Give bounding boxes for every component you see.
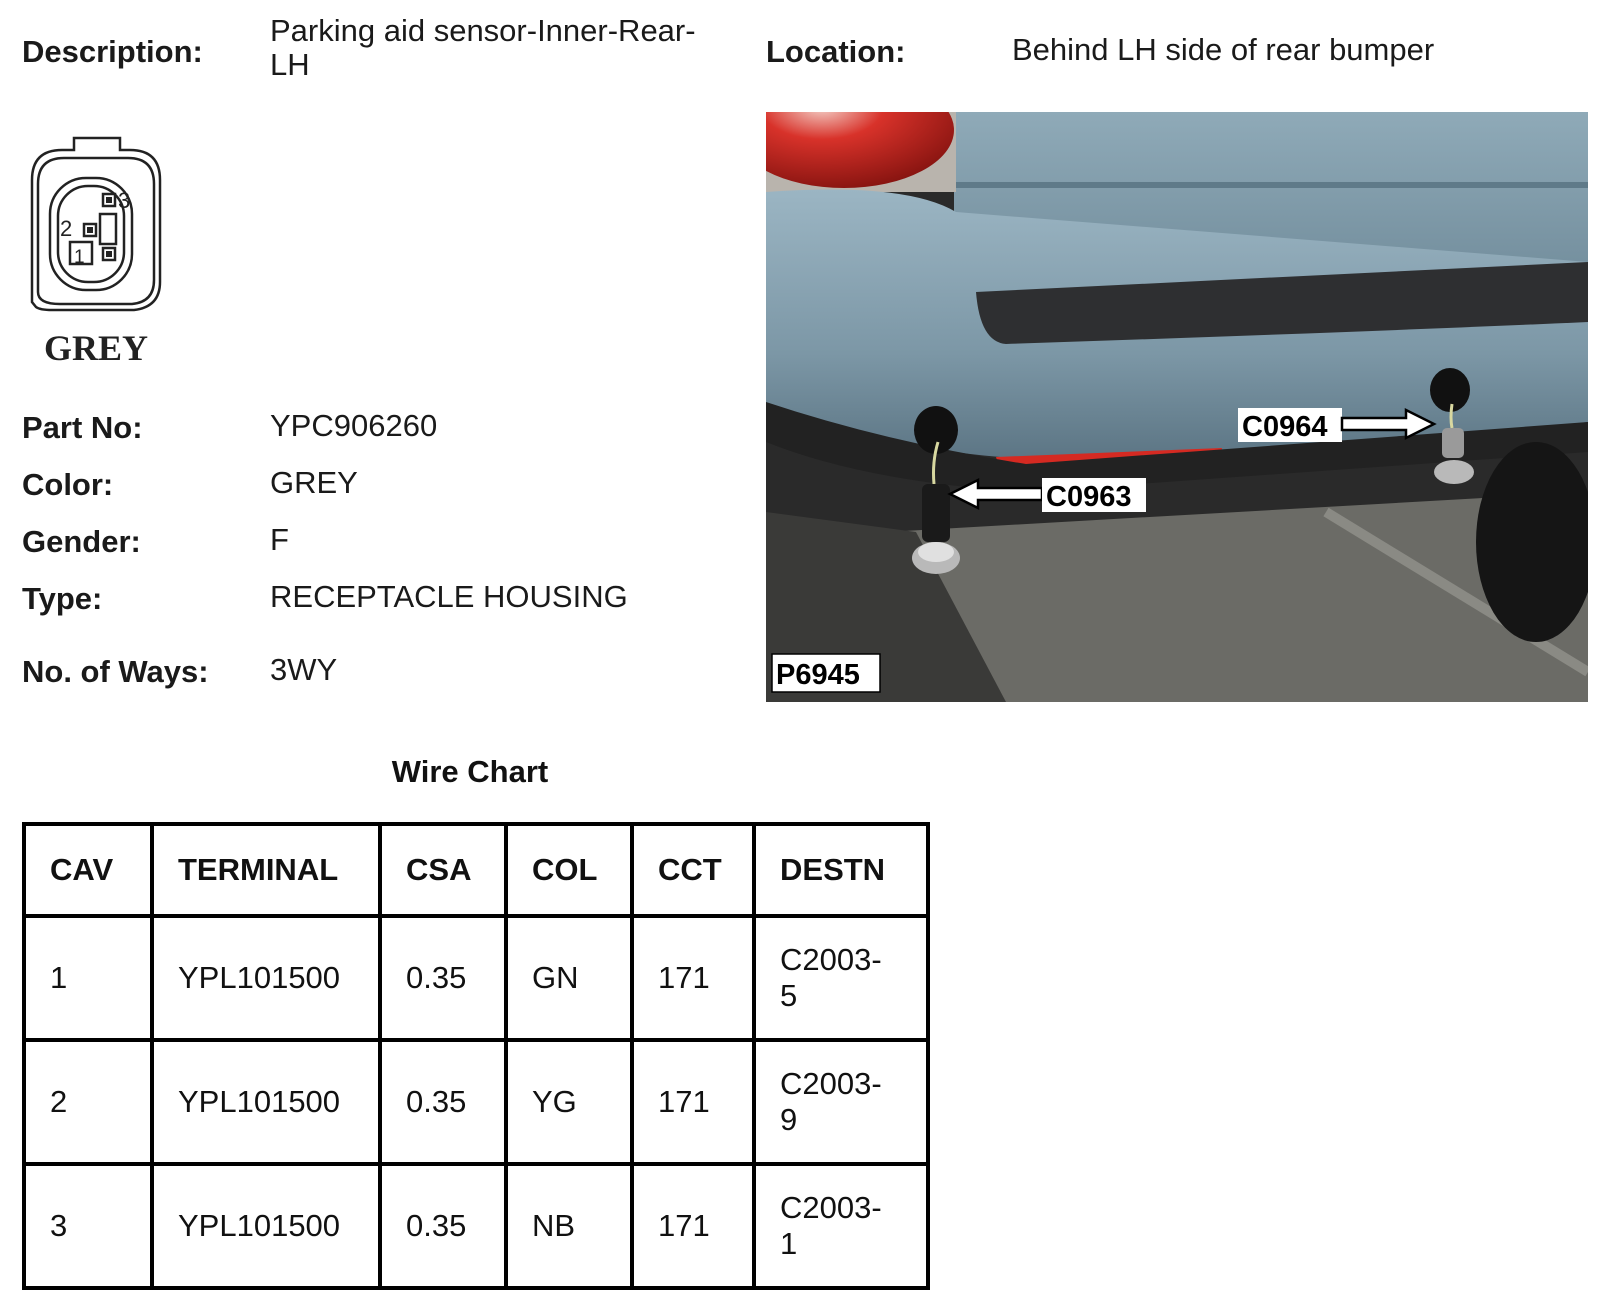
connector-color-text: GREY [44,328,149,367]
part-no-label: Part No: [22,410,143,445]
cell-cav: 3 [24,1164,152,1288]
pin-1-label: 1 [74,247,85,268]
header-terminal: TERMINAL [152,824,380,916]
header-cav: CAV [24,824,152,916]
gender-label: Gender: [22,524,141,559]
cell-terminal: YPL101500 [152,916,380,1040]
connector-face-diagram [22,132,172,367]
cell-destn: C2003- 1 [754,1164,928,1288]
type-label: Type: [22,581,103,616]
cell-destn: C2003- 9 [754,1040,928,1164]
cell-cav: 2 [24,1040,152,1164]
color-value: GREY [270,465,358,500]
cell-csa: 0.35 [380,1040,506,1164]
type-value: RECEPTACLE HOUSING [270,579,628,614]
gender-value: F [270,522,289,557]
pin-2-label: 2 [60,216,73,241]
table-row [24,1040,928,1164]
callout-right-text: C0964 [1242,411,1328,443]
ways-value: 3WY [270,652,338,687]
photo-id-label: P6945 [776,659,860,691]
cell-col: YG [506,1040,632,1164]
cell-terminal: YPL101500 [152,1164,380,1288]
ways-label: No. of Ways: [22,654,209,689]
cell-terminal: YPL101500 [152,1040,380,1164]
header-col: COL [506,824,632,916]
description-label: Description: [22,34,203,69]
table-row [24,916,928,1040]
header-csa: CSA [380,824,506,916]
cell-cct: 171 [632,916,754,1040]
location-label: Location: [766,34,906,69]
cell-cav: 1 [24,916,152,1040]
cell-csa: 0.35 [380,1164,506,1288]
table-row [24,1164,928,1288]
cell-cct: 171 [632,1040,754,1164]
header-destn: DESTN [754,824,928,916]
description-value: Parking aid sensor-Inner-Rear-LH [270,13,696,82]
cell-cct: 171 [632,1164,754,1288]
location-photo [766,112,1588,702]
wire-chart-title: Wire Chart [391,754,549,789]
location-value: Behind LH side of rear bumper [1012,32,1435,67]
table-header-row [24,824,928,916]
connector-outline-icon [22,132,172,367]
wire-chart-table [22,822,930,1290]
header-cct: CCT [632,824,754,916]
pin-3-label: 3 [118,188,131,213]
part-no-value: YPC906260 [270,408,438,443]
cell-col: NB [506,1164,632,1288]
cell-col: GN [506,916,632,1040]
cell-destn: C2003- 5 [754,916,928,1040]
color-label: Color: [22,467,114,502]
cell-csa: 0.35 [380,916,506,1040]
callout-left-text: C0963 [1046,481,1132,513]
